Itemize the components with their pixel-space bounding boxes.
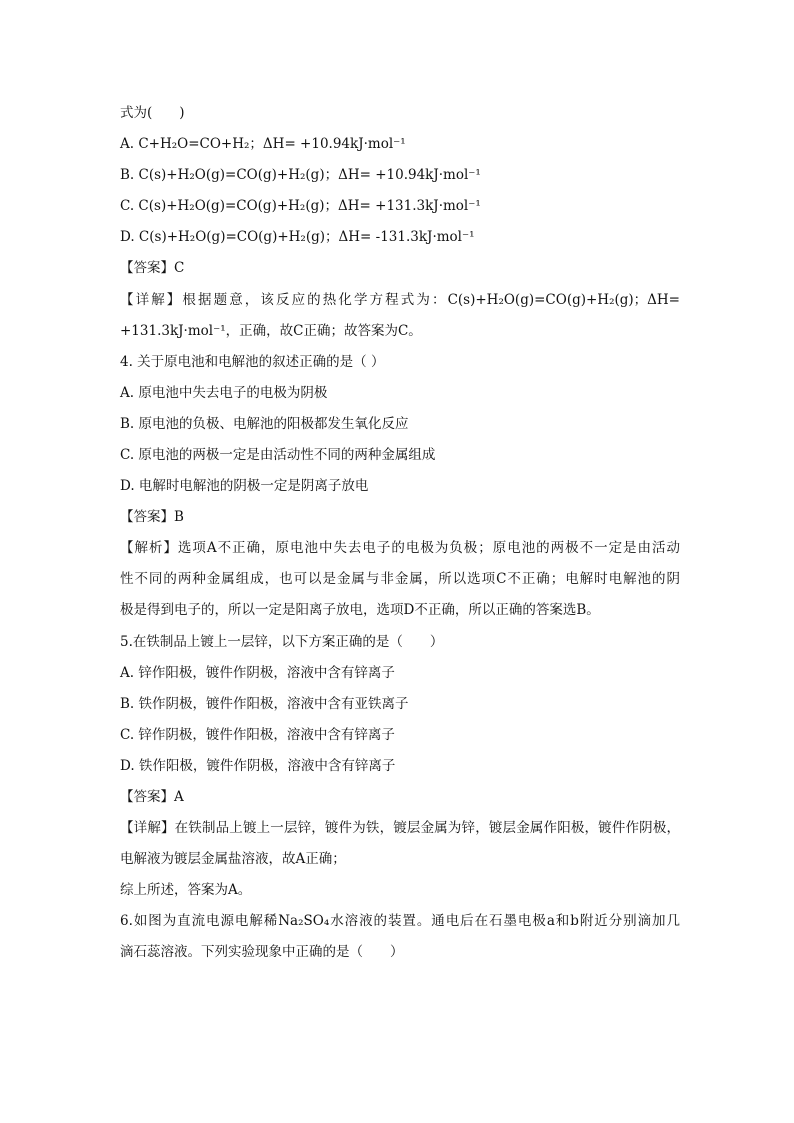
q5-summary: 综上所述，答案为A。 — [120, 882, 252, 898]
q4-option-b: B. 原电池的负极、电解池的阳极都发生氧化反应 — [120, 416, 409, 432]
q4-analysis-line-1: 【解析】选项A不正确，原电池中失去电子的电极为负极；原电池的两极不一定是由活动 — [120, 540, 680, 556]
q4-option-a: A. 原电池中失去电子的电极为阴极 — [120, 385, 328, 401]
q4-analysis-line-2: 性不同的两种金属组成，也可以是金属与非金属，所以选项C不正确；电解时电解池的阴 — [120, 571, 680, 587]
q5-option-a: A. 锌作阳极，镀件作阴极，溶液中含有锌离子 — [120, 665, 395, 681]
q5-detail-line-1: 【详解】在铁制品上镀上一层锌，镀件为铁，镀层金属为锌，镀层金属作阳极，镀件作阴极， — [120, 820, 680, 836]
q5-option-d: D. 铁作阳极，镀件作阴极，溶液中含有锌离子 — [120, 758, 396, 774]
q4-option-d: D. 电解时电解池的阴极一定是阴离子放电 — [120, 478, 369, 494]
q3-stem-tail: 式为( ) — [120, 105, 185, 121]
q3-option-b: B. C(s)+H₂O(g)=CO(g)+H₂(g)；ΔH= +10.94kJ·mol⁻¹ — [120, 167, 481, 183]
q5-answer: 【答案】A — [120, 789, 184, 805]
q3-answer: 【答案】C — [120, 260, 185, 276]
q4-stem: 4. 关于原电池和电解池的叙述正确的是（ ） — [120, 354, 385, 370]
q3-option-d: D. C(s)+H₂O(g)=CO(g)+H₂(g)；ΔH= -131.3kJ·mol⁻¹ — [120, 229, 475, 245]
q3-option-c: C. C(s)+H₂O(g)=CO(g)+H₂(g)；ΔH= +131.3kJ·mol⁻¹ — [120, 198, 481, 214]
q5-detail-line-2: 电解液为镀层金属盐溶液，故A正确； — [120, 851, 346, 867]
q3-option-a: A. C+H₂O=CO+H₂；ΔH= +10.94kJ·mol⁻¹ — [120, 136, 406, 152]
q5-stem: 5.在铁制品上镀上一层锌，以下方案正确的是（ ） — [120, 634, 444, 650]
q6-stem-line-2: 滴石蕊溶液。下列实验现象中正确的是（ ） — [120, 944, 404, 960]
q5-option-b: B. 铁作阴极，镀件作阳极，溶液中含有亚铁离子 — [120, 696, 409, 712]
q4-answer: 【答案】B — [120, 509, 184, 525]
q3-detail-line-1: 【详解】根据题意，该反应的热化学方程式为：C(s)+H₂O(g)=CO(g)+H₂(g)；ΔH= — [120, 292, 680, 308]
q5-option-c: C. 锌作阴极，镀件作阳极，溶液中含有锌离子 — [120, 727, 395, 743]
q6-stem-line-1: 6.如图为直流电源电解稀Na₂SO₄水溶液的装置。通电后在石墨电极a和b附近分别滴加几 — [120, 913, 680, 929]
q3-detail-line-2: +131.3kJ·mol⁻¹，正确，故C正确；故答案为C。 — [120, 323, 422, 339]
q4-option-c: C. 原电池的两极一定是由活动性不同的两种金属组成 — [120, 447, 436, 463]
q4-analysis-line-3: 极是得到电子的，所以一定是阳离子放电，选项D不正确，所以正确的答案选B。 — [120, 602, 600, 618]
